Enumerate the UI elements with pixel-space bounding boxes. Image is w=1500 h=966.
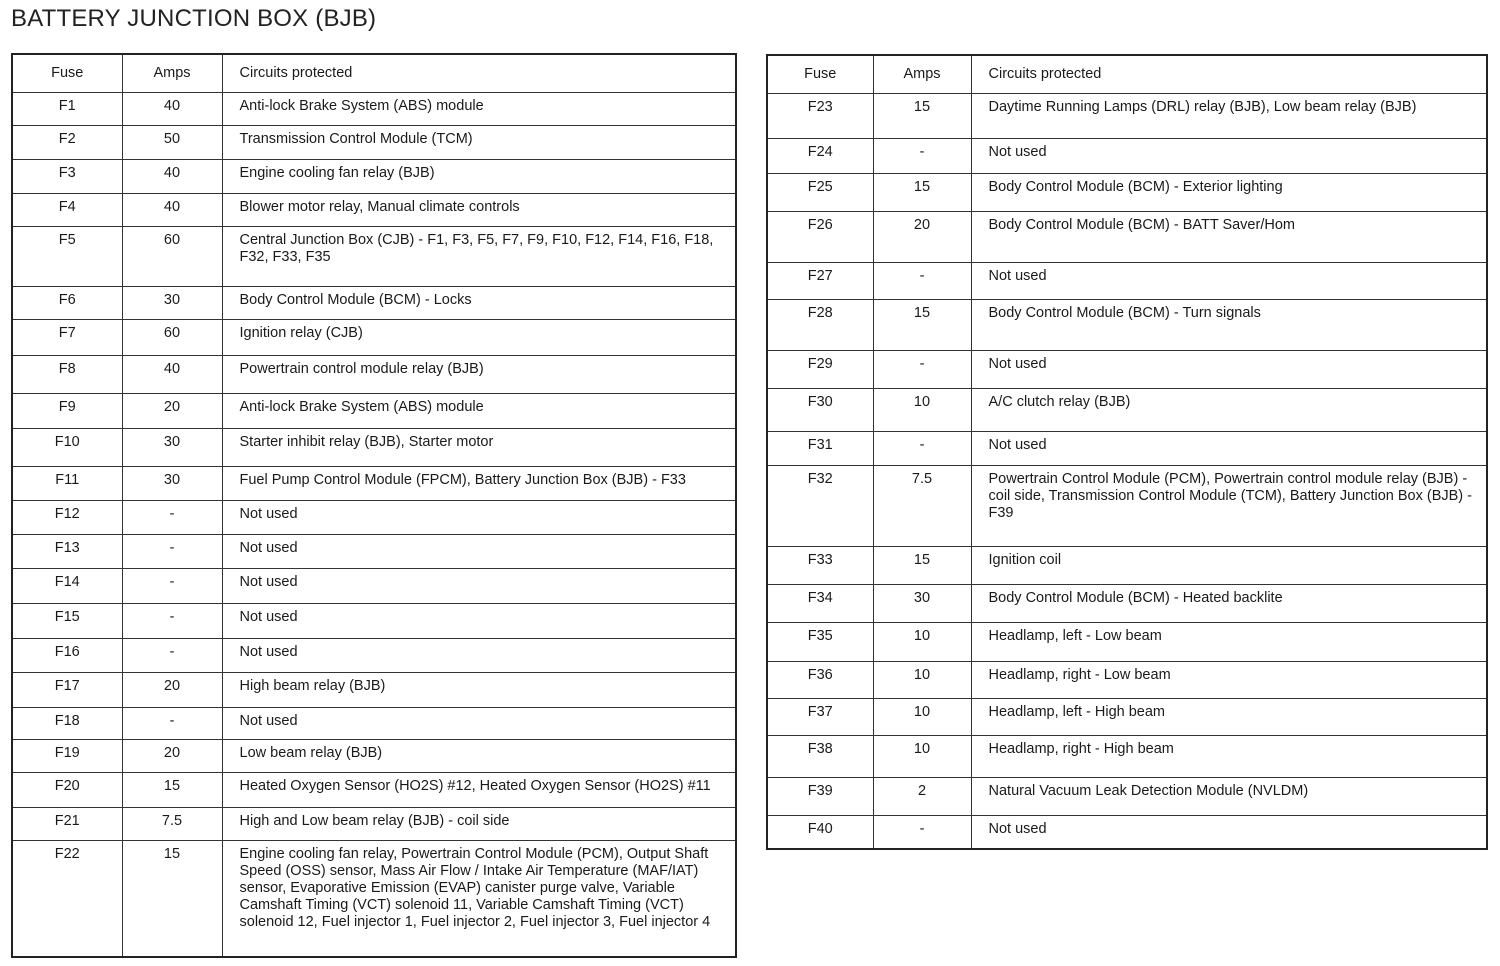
table-row — [12, 807, 736, 840]
table-row — [12, 466, 736, 500]
fuse-cell: F4 — [12, 193, 122, 226]
fuse-table-left — [11, 53, 737, 958]
circuits-cell: Ignition coil — [971, 546, 1487, 584]
amps-cell: 20 — [873, 211, 971, 262]
fuse-cell: F28 — [767, 299, 873, 350]
fuse-cell: F35 — [767, 622, 873, 661]
fuse-cell: F30 — [767, 388, 873, 431]
fuse-cell: F19 — [12, 739, 122, 772]
circuits-cell: Fuel Pump Control Module (FPCM), Battery Junction Box (BJB) - F33 — [222, 466, 736, 500]
table-header-row — [12, 54, 736, 92]
fuse-cell: F23 — [767, 93, 873, 138]
fuse-cell: F22 — [12, 840, 122, 957]
fuse-cell: F37 — [767, 698, 873, 735]
circuits-cell: Body Control Module (BCM) - Heated backlite — [971, 584, 1487, 622]
table-row — [767, 815, 1487, 849]
fuse-column-header: Fuse — [12, 54, 122, 92]
fuse-cell: F7 — [12, 319, 122, 355]
circuits-cell: Powertrain Control Module (PCM), Powertrain control module relay (BJB) - coil side, Transmission Control Module (TCM), Battery Junction Box (BJB) - F39 — [971, 465, 1487, 546]
amps-cell: 30 — [122, 428, 222, 466]
circuits-cell: Central Junction Box (CJB) - F1, F3, F5, F7, F9, F10, F12, F14, F16, F18, F32, F33, F35 — [222, 226, 736, 286]
circuits-cell: Not used — [971, 262, 1487, 299]
table-row — [12, 125, 736, 159]
fuse-cell: F21 — [12, 807, 122, 840]
amps-cell: 40 — [122, 193, 222, 226]
table-row — [12, 672, 736, 707]
table-row — [12, 500, 736, 534]
circuits-cell: Not used — [971, 431, 1487, 465]
fuse-cell: F34 — [767, 584, 873, 622]
amps-cell: 10 — [873, 735, 971, 777]
amps-cell: 15 — [873, 546, 971, 584]
amps-cell: 15 — [873, 93, 971, 138]
amps-cell: - — [122, 568, 222, 603]
circuits-cell: Natural Vacuum Leak Detection Module (NVLDM) — [971, 777, 1487, 815]
circuits-cell: Not used — [971, 138, 1487, 173]
fuse-cell: F39 — [767, 777, 873, 815]
table-row — [767, 584, 1487, 622]
table-row — [12, 193, 736, 226]
table-row — [12, 603, 736, 638]
table-row — [767, 546, 1487, 584]
page-title: BATTERY JUNCTION BOX (BJB) — [11, 5, 377, 32]
circuits-cell: Anti-lock Brake System (ABS) module — [222, 393, 736, 428]
table-row — [12, 568, 736, 603]
fuse-cell: F40 — [767, 815, 873, 849]
circuits-cell: Not used — [971, 350, 1487, 388]
fuse-cell: F14 — [12, 568, 122, 603]
fuse-cell: F26 — [767, 211, 873, 262]
circuits-column-header: Circuits protected — [222, 54, 736, 92]
circuits-cell: Engine cooling fan relay (BJB) — [222, 159, 736, 193]
circuits-cell: Body Control Module (BCM) - Exterior lighting — [971, 173, 1487, 211]
amps-cell: - — [122, 603, 222, 638]
table-row — [12, 534, 736, 568]
amps-cell: 40 — [122, 159, 222, 193]
amps-cell: - — [122, 534, 222, 568]
fuse-cell: F20 — [12, 772, 122, 807]
fuse-cell: F6 — [12, 286, 122, 319]
fuse-cell: F36 — [767, 661, 873, 698]
table-row — [12, 638, 736, 672]
circuits-cell: Transmission Control Module (TCM) — [222, 125, 736, 159]
amps-cell: 30 — [122, 286, 222, 319]
fuse-cell: F12 — [12, 500, 122, 534]
amps-cell: 50 — [122, 125, 222, 159]
table-row — [12, 355, 736, 393]
table-row — [767, 698, 1487, 735]
amps-cell: 15 — [873, 173, 971, 211]
circuits-cell: Low beam relay (BJB) — [222, 739, 736, 772]
amps-cell: - — [873, 431, 971, 465]
amps-cell: - — [873, 350, 971, 388]
table-row — [767, 211, 1487, 262]
amps-cell: - — [122, 707, 222, 739]
table-row — [767, 661, 1487, 698]
table-header-row — [767, 55, 1487, 93]
table-row — [12, 159, 736, 193]
circuits-cell: Heated Oxygen Sensor (HO2S) #12, Heated Oxygen Sensor (HO2S) #11 — [222, 772, 736, 807]
amps-cell: - — [122, 500, 222, 534]
circuits-cell: Headlamp, right - Low beam — [971, 661, 1487, 698]
fuse-column-header: Fuse — [767, 55, 873, 93]
circuits-cell: High and Low beam relay (BJB) - coil side — [222, 807, 736, 840]
table-row — [767, 350, 1487, 388]
amps-cell: 7.5 — [122, 807, 222, 840]
amps-cell: 10 — [873, 622, 971, 661]
table-row — [12, 772, 736, 807]
amps-cell: 15 — [873, 299, 971, 350]
circuits-cell: Not used — [222, 568, 736, 603]
fuse-cell: F5 — [12, 226, 122, 286]
circuits-cell: Body Control Module (BCM) - Turn signals — [971, 299, 1487, 350]
table-row — [767, 173, 1487, 211]
circuits-cell: Not used — [222, 707, 736, 739]
table-row — [12, 393, 736, 428]
circuits-cell: Headlamp, left - Low beam — [971, 622, 1487, 661]
table-row — [767, 777, 1487, 815]
amps-cell: - — [122, 638, 222, 672]
amps-cell: - — [873, 815, 971, 849]
circuits-cell: Headlamp, right - High beam — [971, 735, 1487, 777]
amps-cell: 15 — [122, 840, 222, 957]
fuse-cell: F15 — [12, 603, 122, 638]
table-row — [767, 735, 1487, 777]
fuse-cell: F10 — [12, 428, 122, 466]
table-row — [12, 739, 736, 772]
table-row — [12, 226, 736, 286]
amps-cell: 20 — [122, 393, 222, 428]
amps-cell: 60 — [122, 319, 222, 355]
circuits-cell: Not used — [971, 815, 1487, 849]
table-row — [12, 840, 736, 957]
table-row — [767, 299, 1487, 350]
fuse-cell: F33 — [767, 546, 873, 584]
table-row — [767, 465, 1487, 546]
amps-cell: 40 — [122, 92, 222, 125]
circuits-cell: Not used — [222, 638, 736, 672]
fuse-cell: F16 — [12, 638, 122, 672]
table-row — [12, 92, 736, 125]
table-row — [12, 707, 736, 739]
amps-cell: - — [873, 262, 971, 299]
fuse-cell: F8 — [12, 355, 122, 393]
amps-cell: 15 — [122, 772, 222, 807]
circuits-cell: Starter inhibit relay (BJB), Starter motor — [222, 428, 736, 466]
amps-cell: 7.5 — [873, 465, 971, 546]
amps-cell: 10 — [873, 388, 971, 431]
table-row — [12, 286, 736, 319]
amps-cell: 20 — [122, 672, 222, 707]
fuse-cell: F2 — [12, 125, 122, 159]
fuse-cell: F1 — [12, 92, 122, 125]
fuse-cell: F32 — [767, 465, 873, 546]
fuse-table-right — [766, 54, 1488, 850]
table-row — [767, 138, 1487, 173]
fuse-cell: F13 — [12, 534, 122, 568]
circuits-cell: Ignition relay (CJB) — [222, 319, 736, 355]
fuse-cell: F31 — [767, 431, 873, 465]
fuse-cell: F27 — [767, 262, 873, 299]
table-row — [12, 428, 736, 466]
circuits-cell: Headlamp, left - High beam — [971, 698, 1487, 735]
amps-column-header: Amps — [873, 55, 971, 93]
fuse-cell: F18 — [12, 707, 122, 739]
circuits-cell: Engine cooling fan relay, Powertrain Control Module (PCM), Output Shaft Speed (OSS) sensor, Mass Air Flow / Intake Air Temperature (MAF/IAT) sensor, Evaporative Emission (EVAP) canister purge valve, Variable Camshaft Timing (VCT) solenoid 11, Variable Camshaft Timing (VCT) solenoid 12, Fuel injector 1, Fuel injector 2, Fuel injector 3, Fuel injector 4 — [222, 840, 736, 957]
amps-cell: 40 — [122, 355, 222, 393]
table-row — [767, 93, 1487, 138]
circuits-cell: Body Control Module (BCM) - Locks — [222, 286, 736, 319]
circuits-cell: Not used — [222, 500, 736, 534]
circuits-cell: Blower motor relay, Manual climate controls — [222, 193, 736, 226]
circuits-cell: A/C clutch relay (BJB) — [971, 388, 1487, 431]
amps-cell: 30 — [873, 584, 971, 622]
fuse-cell: F17 — [12, 672, 122, 707]
amps-cell: 2 — [873, 777, 971, 815]
table-row — [767, 388, 1487, 431]
amps-cell: 20 — [122, 739, 222, 772]
circuits-cell: Not used — [222, 603, 736, 638]
circuits-cell: Body Control Module (BCM) - BATT Saver/Hom — [971, 211, 1487, 262]
fuse-cell: F29 — [767, 350, 873, 388]
fuse-cell: F24 — [767, 138, 873, 173]
circuits-column-header: Circuits protected — [971, 55, 1487, 93]
circuits-cell: Daytime Running Lamps (DRL) relay (BJB), Low beam relay (BJB) — [971, 93, 1487, 138]
fuse-cell: F11 — [12, 466, 122, 500]
fuse-cell: F9 — [12, 393, 122, 428]
circuits-cell: Powertrain control module relay (BJB) — [222, 355, 736, 393]
amps-cell: 30 — [122, 466, 222, 500]
table-row — [767, 262, 1487, 299]
amps-column-header: Amps — [122, 54, 222, 92]
fuse-cell: F3 — [12, 159, 122, 193]
fuse-cell: F25 — [767, 173, 873, 211]
amps-cell: 10 — [873, 661, 971, 698]
amps-cell: - — [873, 138, 971, 173]
circuits-cell: Not used — [222, 534, 736, 568]
amps-cell: 60 — [122, 226, 222, 286]
table-row — [767, 431, 1487, 465]
table-row — [12, 319, 736, 355]
table-row — [767, 622, 1487, 661]
amps-cell: 10 — [873, 698, 971, 735]
fuse-cell: F38 — [767, 735, 873, 777]
circuits-cell: High beam relay (BJB) — [222, 672, 736, 707]
circuits-cell: Anti-lock Brake System (ABS) module — [222, 92, 736, 125]
